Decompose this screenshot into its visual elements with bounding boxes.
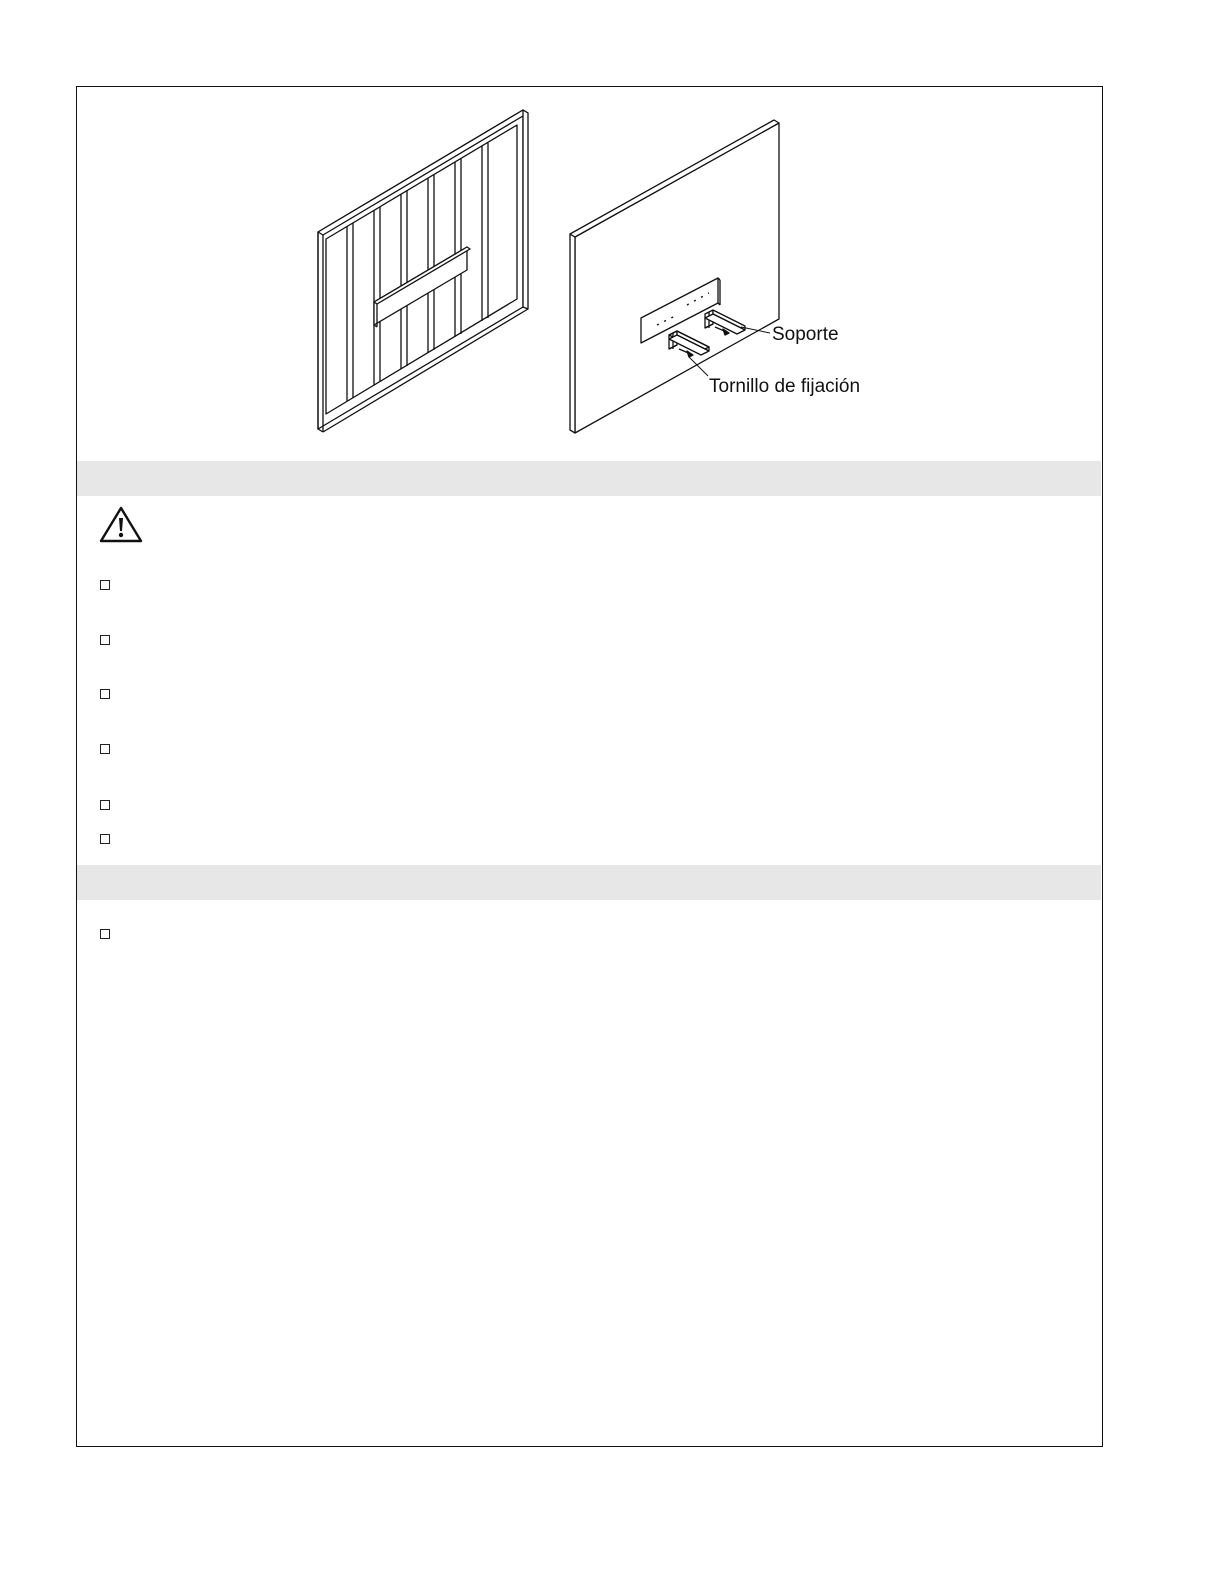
- set-screw-callout: Tornillo de fijación: [709, 376, 861, 397]
- warning-triangle-icon: [98, 505, 144, 545]
- illustration-svg: [77, 87, 1104, 461]
- bracket-callout: Soporte: [772, 324, 839, 345]
- wall-framing-drawing: [318, 110, 528, 432]
- checkbox-icon[interactable]: [100, 635, 110, 645]
- checkbox-icon[interactable]: [100, 689, 110, 699]
- checkbox-icon[interactable]: [100, 834, 110, 844]
- page-frame: [76, 86, 1103, 1447]
- checkbox-icon[interactable]: [100, 744, 110, 754]
- checkbox-icon[interactable]: [100, 929, 110, 939]
- installation-illustration: [77, 87, 1104, 461]
- section-header-bar-1: [77, 461, 1101, 496]
- checkbox-icon[interactable]: [100, 800, 110, 810]
- checkbox-icon[interactable]: [100, 580, 110, 590]
- section-header-bar-2: [77, 865, 1101, 900]
